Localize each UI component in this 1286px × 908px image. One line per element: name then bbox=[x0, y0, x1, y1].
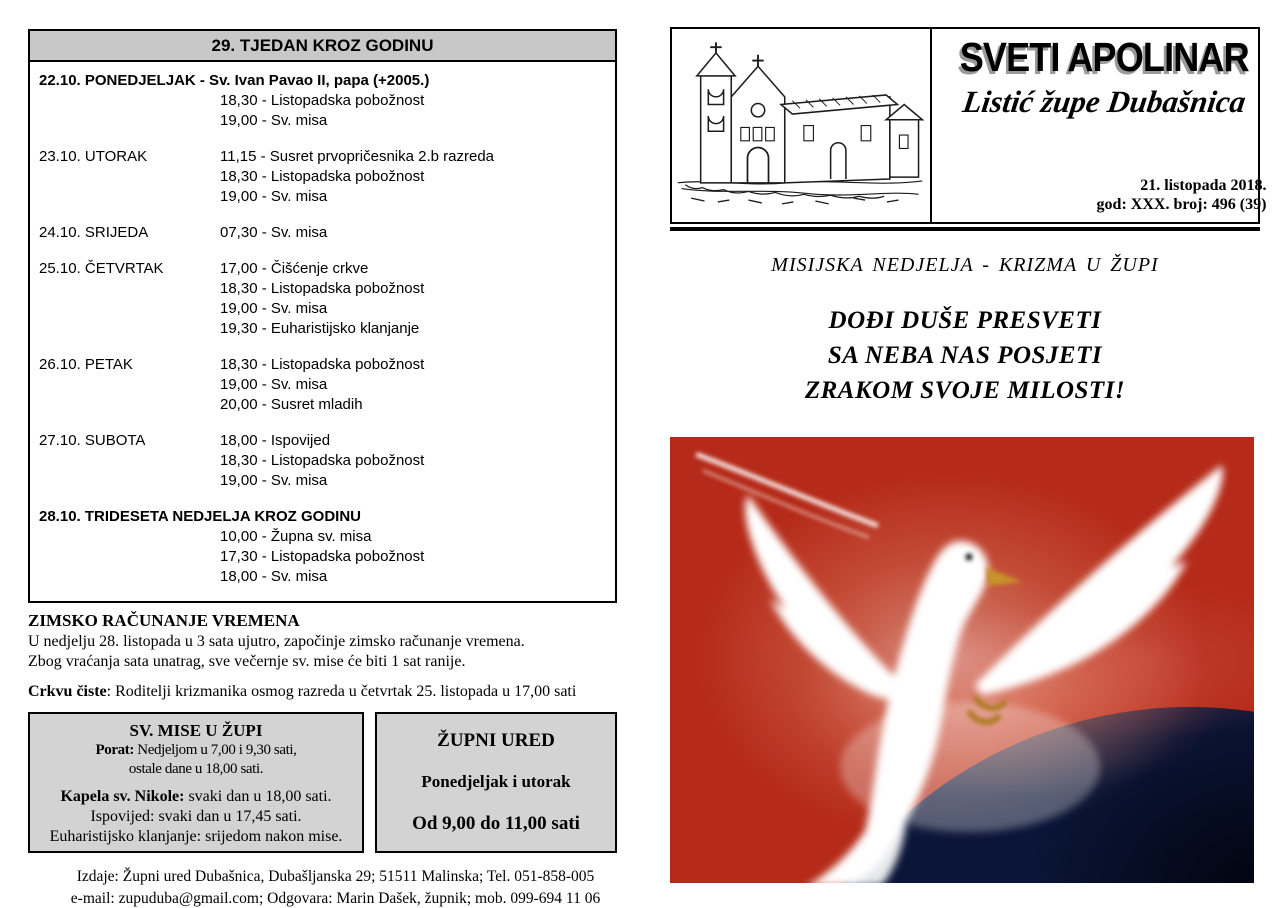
schedule-time: 19,00 - Sv. misa bbox=[220, 300, 328, 317]
winter-time-heading: ZIMSKO RAČUNANJE VREMENA bbox=[28, 611, 300, 630]
schedule-title: 29. TJEDAN KROZ GODINU bbox=[30, 31, 615, 62]
schedule-time: 19,00 - Sv. misa bbox=[220, 112, 328, 129]
schedule-times bbox=[220, 431, 611, 491]
schedule-time: 18,00 - Ispovijed bbox=[220, 432, 331, 449]
winter-time-line1: U nedjelju 28. listopada u 3 sata ujutro, započinje zimsko računanje vremena. bbox=[28, 633, 525, 650]
mass-times-box bbox=[28, 712, 364, 853]
church-sketch-icon bbox=[672, 37, 930, 215]
schedule-time: 20,00 - Susret mladih bbox=[220, 396, 363, 413]
kapela-label: Kapela sv. Nikole: bbox=[60, 788, 185, 805]
parish-office-box bbox=[375, 712, 617, 853]
schedule-time: 19,00 - Sv. misa bbox=[220, 188, 328, 205]
table-row bbox=[30, 507, 611, 587]
schedule-time: 18,30 - Listopadska pobožnost bbox=[220, 92, 425, 109]
table-row bbox=[30, 259, 611, 339]
masthead-text-cell bbox=[932, 29, 1276, 222]
schedule-time: 07,30 - Sv. misa bbox=[220, 224, 328, 241]
cleaning-text: : Roditelji krizmanika osmog razreda u četvrtak 25. listopada u 17,00 sati bbox=[106, 683, 577, 700]
dove-artwork bbox=[670, 437, 1254, 883]
schedule-day: 27.10. SUBOTA bbox=[39, 432, 146, 449]
schedule-rows bbox=[30, 62, 615, 601]
paper-title: SVETI APOLINAR bbox=[959, 34, 1249, 80]
imprint bbox=[54, 866, 617, 908]
schedule-time: 18,30 - Listopadska pobožnost bbox=[220, 280, 425, 297]
verse-line: ZRAKOM SVOJE MILOSTI! bbox=[804, 377, 1126, 404]
schedule-times bbox=[220, 91, 611, 131]
church-sketch-cell bbox=[672, 29, 932, 222]
left-column bbox=[28, 29, 617, 908]
church-cleaning-note bbox=[28, 682, 617, 702]
klanjanje-line: Euharistijsko klanjanje: srijedom nakon mise. bbox=[49, 828, 343, 845]
schedule-time: 19,00 - Sv. misa bbox=[220, 376, 328, 393]
table-row bbox=[30, 147, 611, 207]
kapela-text: svaki dan u 18,00 sati. bbox=[188, 788, 332, 805]
schedule-times bbox=[220, 223, 611, 243]
masthead bbox=[670, 27, 1267, 224]
weekly-schedule-table bbox=[28, 29, 617, 603]
winter-time-line2: Zbog vraćanja sata unatrag, sve večernje sv. mise će biti 1 sat ranije. bbox=[28, 653, 466, 670]
mass-box-title: SV. MISE U ŽUPI bbox=[129, 721, 263, 740]
issue-date: 21. listopada 2018. bbox=[1140, 177, 1267, 194]
imprint-line1: Izdaje: Župni ured Dubašnica, Dubašljanska 29; 51511 Malinska; Tel. 051-858-005 bbox=[76, 868, 595, 885]
verse-line: SA NEBA NAS POSJETI bbox=[827, 342, 1103, 369]
office-box-title: ŽUPNI URED bbox=[437, 730, 555, 751]
schedule-times bbox=[220, 259, 611, 339]
porat-label: Porat: bbox=[95, 742, 134, 758]
schedule-time: 17,30 - Listopadska pobožnost bbox=[220, 548, 425, 565]
table-row bbox=[30, 431, 611, 491]
table-row bbox=[30, 355, 611, 415]
issue-number: god: XXX. broj: 496 (39) bbox=[1096, 196, 1267, 213]
porat-line1: Nedjeljom u 7,00 i 9,30 sati, bbox=[137, 742, 297, 758]
office-days: Ponedjeljak i utorak bbox=[421, 772, 571, 791]
cleaning-label: Crkvu čiste bbox=[28, 683, 107, 700]
table-row bbox=[30, 71, 611, 131]
schedule-day: 28.10. TRIDESETA NEDJELJA KROZ GODINU bbox=[39, 508, 362, 525]
dove-icon bbox=[670, 437, 1254, 883]
imprint-line2: e-mail: zupuduba@gmail.com; Odgovara: Marin Dašek, župnik; mob. 099-694 11 06 bbox=[70, 890, 601, 907]
verse-line: DOĐI DUŠE PRESVETI bbox=[828, 307, 1102, 334]
schedule-time: 18,30 - Listopadska pobožnost bbox=[220, 356, 425, 373]
verse-lines bbox=[670, 303, 1260, 408]
schedule-day: 24.10. SRIJEDA bbox=[39, 224, 149, 241]
schedule-day: 22.10. PONEDJELJAK - Sv. Ivan Pavao II, papa (+2005.) bbox=[39, 72, 430, 89]
porat-line2: ostale dane u 18,00 sati. bbox=[128, 761, 264, 777]
schedule-day: 23.10. UTORAK bbox=[39, 148, 148, 165]
issue-block bbox=[940, 176, 1268, 214]
schedule-time: 10,00 - Župna sv. misa bbox=[220, 528, 372, 545]
masthead-rule bbox=[670, 227, 1260, 231]
paper-subtitle: Listić župe Dubašnica bbox=[960, 84, 1248, 119]
schedule-time: 11,15 - Susret prvopričesnika 2.b razreda bbox=[220, 148, 495, 165]
schedule-times bbox=[220, 527, 611, 587]
schedule-time: 18,30 - Listopadska pobožnost bbox=[220, 168, 425, 185]
ispovijed-line: Ispovijed: svaki dan u 17,45 sati. bbox=[90, 808, 302, 825]
schedule-day: 26.10. PETAK bbox=[39, 356, 133, 373]
info-boxes bbox=[28, 712, 617, 853]
schedule-time: 17,00 - Čišćenje crkve bbox=[220, 260, 369, 277]
table-row bbox=[30, 223, 611, 243]
schedule-day: 25.10. ČETVRTAK bbox=[39, 260, 164, 277]
schedule-time: 18,30 - Listopadska pobožnost bbox=[220, 452, 425, 469]
schedule-times bbox=[220, 147, 611, 207]
schedule-time: 18,00 - Sv. misa bbox=[220, 568, 328, 585]
winter-time-section bbox=[28, 611, 617, 672]
schedule-times bbox=[220, 355, 611, 415]
schedule-time: 19,30 - Euharistijsko klanjanje bbox=[220, 320, 420, 337]
theme-banner: MISIJSKA NEDJELJA - KRIZMA U ŽUPI bbox=[771, 254, 1159, 276]
schedule-time: 19,00 - Sv. misa bbox=[220, 472, 328, 489]
office-hours: Od 9,00 do 11,00 sati bbox=[412, 813, 580, 834]
right-column bbox=[670, 27, 1267, 408]
